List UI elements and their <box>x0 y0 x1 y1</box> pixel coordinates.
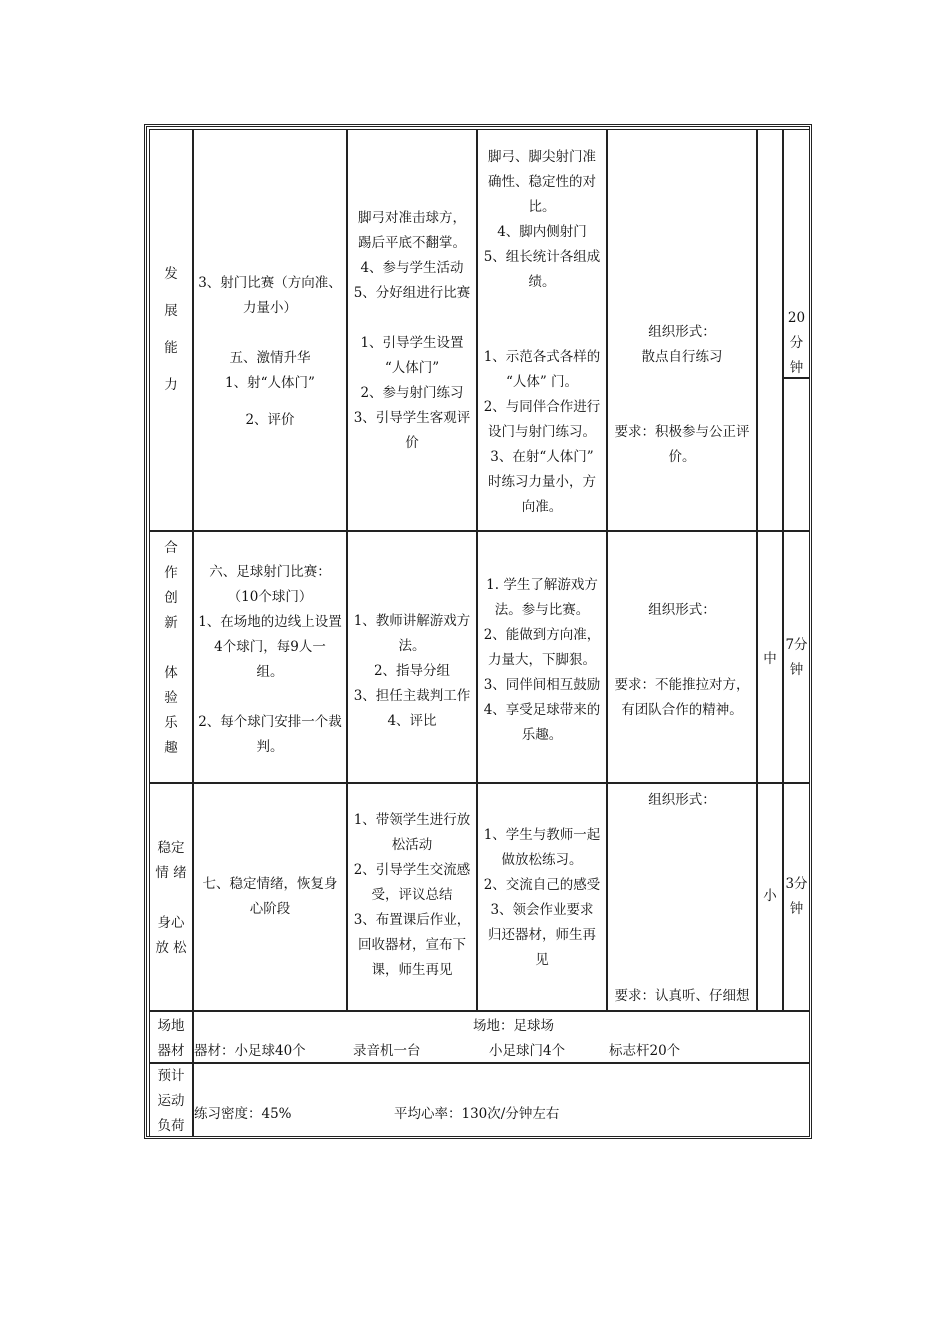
section2-title-char: 新 <box>164 615 178 631</box>
venue-content <box>193 1011 810 1063</box>
text-line: 场地 <box>157 1018 185 1034</box>
lesson-plan-table <box>144 124 812 1139</box>
text-line: 时练习力量小，方 <box>488 474 596 490</box>
text-line: 2、交流自己的感受 <box>483 877 601 893</box>
text-line: 乐趣。 <box>521 727 563 743</box>
section2-title-char: 体 <box>164 665 178 681</box>
text-line: 组织形式： <box>648 324 716 340</box>
text-line: 1、带领学生进行放 <box>353 812 471 828</box>
text-line: 回收器材，宣布下 <box>358 937 466 953</box>
text-line: 5、组长统计各组成 <box>483 249 601 265</box>
text-line: 价。 <box>668 449 696 465</box>
text-line: 2、指导分组 <box>373 663 451 679</box>
section1-title-char: 发 <box>164 266 178 282</box>
text-line <box>194 685 346 710</box>
section1-title-char: 能 <box>164 340 178 356</box>
text-line: 脚弓、脚尖射门准 <box>488 149 596 165</box>
text-line: 1、示范各式各样的 <box>483 349 601 365</box>
text-line: 4、评比 <box>387 713 437 729</box>
text-line: 有团队合作的精神。 <box>621 702 743 718</box>
text-line: 组。 <box>256 664 284 680</box>
text-line: 4、脚内侧射门 <box>497 224 587 240</box>
text-line: 组织形式： <box>648 602 716 618</box>
section2-title-char: 作 <box>164 565 178 581</box>
load-label <box>149 1063 193 1137</box>
text-line: 向准。 <box>521 499 563 515</box>
text-line <box>608 623 756 648</box>
text-line: 判。 <box>256 739 284 755</box>
section2-title-char: 创 <box>164 590 178 606</box>
org-requirement <box>608 984 756 1009</box>
text-line: （10个球门） <box>227 589 313 605</box>
section2-organization <box>607 531 757 783</box>
section2-title <box>149 531 193 783</box>
text-line: 1、教师讲解游戏方 <box>353 613 471 629</box>
text-line: 价 <box>405 435 419 451</box>
section3-title-line: 稳定 <box>157 840 185 856</box>
text-line: 课，师生再见 <box>371 962 453 978</box>
intensity-value: 中 <box>763 651 777 667</box>
org-form <box>608 320 756 370</box>
section3-teacher <box>347 783 477 1011</box>
text-line <box>194 396 346 408</box>
text-line: 归还器材，师生再 <box>488 927 596 943</box>
text-line: 分 <box>789 335 804 351</box>
section2-teacher <box>347 531 477 783</box>
section2-content <box>193 531 347 783</box>
text-line: 受，评议总结 <box>371 887 453 903</box>
text-line: “人体” 门。 <box>505 374 579 390</box>
text-line: 3、射门比赛（方向准、 <box>198 275 342 291</box>
text-line: 要求：不能推拉对方， <box>614 677 750 693</box>
intensity-value <box>758 130 782 155</box>
text-line: 散点自行练习 <box>641 349 723 365</box>
text-line <box>478 295 606 320</box>
text-line: 3、布置课后作业， <box>353 912 471 928</box>
text-line: 确性、稳定性的对 <box>488 174 596 190</box>
text-line: 组织形式： <box>648 792 716 808</box>
section1-intensity <box>757 129 783 531</box>
text-line: 法。 <box>398 638 426 654</box>
section3-organization <box>607 783 757 1011</box>
section2-time <box>783 531 810 783</box>
section3-title-line <box>150 886 192 911</box>
text-line: 七、稳定情绪，恢复身 <box>202 876 338 892</box>
text-line: 力量大，下脚狠。 <box>488 652 596 668</box>
text-line: 3、同伴间相互鼓励 <box>483 677 601 693</box>
section2-title-char: 乐 <box>164 715 178 731</box>
section1-title <box>149 129 193 531</box>
section2-title-char: 验 <box>164 690 178 706</box>
equipment-ball: 器材：小足球40个 <box>194 1043 306 1059</box>
load-content <box>193 1063 810 1137</box>
text-line: 2、评价 <box>245 412 295 428</box>
text-line: 钟 <box>789 360 804 376</box>
section1-teacher <box>347 129 477 531</box>
text-line: 设门与射门练习。 <box>488 424 596 440</box>
text-line: 心阶段 <box>249 901 291 917</box>
text-line: 4、参与学生活动 <box>360 260 464 276</box>
text-line: 预计 <box>157 1068 185 1084</box>
text-line: 2、与同伴合作进行 <box>483 399 601 415</box>
text-line: 1. 学生了解游戏方 <box>486 577 598 593</box>
text-line: 场地：足球场 <box>473 1018 554 1034</box>
section1-time-lower <box>783 377 810 531</box>
text-line <box>608 648 756 673</box>
average-heart-rate: 平均心率：130次/分钟左右 <box>394 1106 560 1122</box>
text-line: 松活动 <box>391 837 433 853</box>
venue-label <box>149 1011 193 1063</box>
venue-site <box>218 1014 809 1039</box>
text-line: 器材 <box>157 1043 185 1059</box>
section3-content <box>193 783 347 1011</box>
section1-content <box>193 129 347 531</box>
text-line: 3、领会作业要求 <box>490 902 594 918</box>
section3-student <box>477 783 607 1011</box>
text-line: 5、分好组进行比赛 <box>353 285 471 301</box>
text-line: 2、参与射门练习 <box>360 385 464 401</box>
text-line: 五、激情升华 <box>229 350 311 366</box>
org-form <box>608 788 756 813</box>
section2-title-char: 合 <box>164 540 178 556</box>
text-line: 3、引导学生客观评 <box>353 410 471 426</box>
text-line: 踢后平底不翻掌。 <box>358 235 466 251</box>
text-line: 3、在射“人体门” <box>490 449 594 465</box>
section1-student <box>477 129 607 531</box>
text-line: 力量小） <box>243 300 297 316</box>
text-line: 要求：积极参与公正评 <box>614 424 750 440</box>
exercise-density: 练习密度：45% <box>194 1106 292 1122</box>
text-line: “人体门” <box>384 360 440 376</box>
equipment-recorder: 录音机一台 <box>353 1043 421 1059</box>
section1-title-char: 展 <box>164 303 178 319</box>
text-line <box>348 306 476 331</box>
text-line: 20 <box>787 310 806 326</box>
section3-title-line: 身心 <box>157 915 185 931</box>
section1-organization <box>607 129 757 531</box>
text-line: 2、能做到方向准， <box>483 627 601 643</box>
section1-title-char: 力 <box>164 377 178 393</box>
text-line: 要求：认真听、仔细想 <box>614 988 750 1004</box>
text-line: 1、射“人体门” <box>225 375 315 391</box>
text-line: 脚弓对准击球方， <box>358 210 466 226</box>
section3-title-line: 情 绪 <box>155 865 187 881</box>
text-line: 钟 <box>789 901 804 917</box>
text-line: 做放松练习。 <box>501 852 583 868</box>
section2-intensity <box>757 531 783 783</box>
text-line: 比。 <box>528 199 556 215</box>
text-line <box>194 321 346 346</box>
section2-student <box>477 531 607 783</box>
text-line: 绩。 <box>528 274 556 290</box>
section3-title <box>149 783 193 1011</box>
org-requirement <box>608 420 756 470</box>
text-line: 运动 <box>157 1093 185 1109</box>
text-line: 4个球门，每9人一 <box>214 639 326 655</box>
text-line: 4、享受足球带来的 <box>483 702 601 718</box>
text-line: 2、每个球门安排一个裁 <box>198 714 342 730</box>
equipment-marker-pole: 标志杆20个 <box>609 1043 681 1059</box>
section2-title-char: 趣 <box>164 740 178 756</box>
text-line: 7分 <box>785 637 808 653</box>
intensity-value: 小 <box>763 888 777 904</box>
text-line: 钟 <box>789 662 804 678</box>
text-line: 1、学生与教师一起 <box>483 827 601 843</box>
section1-time <box>783 129 810 379</box>
text-line: 见 <box>535 952 549 968</box>
text-line: 2、引导学生交流感 <box>353 862 471 878</box>
section2-title-char <box>150 636 192 661</box>
section3-intensity <box>757 783 783 1011</box>
text-line <box>478 320 606 345</box>
text-line: 3分 <box>785 876 808 892</box>
section3-time <box>783 783 810 1011</box>
text-line: 负荷 <box>157 1118 185 1134</box>
text-line: 法。参与比赛。 <box>494 602 590 618</box>
equipment-goal: 小足球门4个 <box>489 1043 566 1059</box>
text-line: 3、担任主裁判工作 <box>353 688 471 704</box>
text-line: 1、在场地的边线上设置 <box>198 614 342 630</box>
text-line: 六、足球射门比赛： <box>209 564 331 580</box>
text-line: 1、引导学生设置 <box>360 335 464 351</box>
section3-title-line: 放 松 <box>155 940 187 956</box>
